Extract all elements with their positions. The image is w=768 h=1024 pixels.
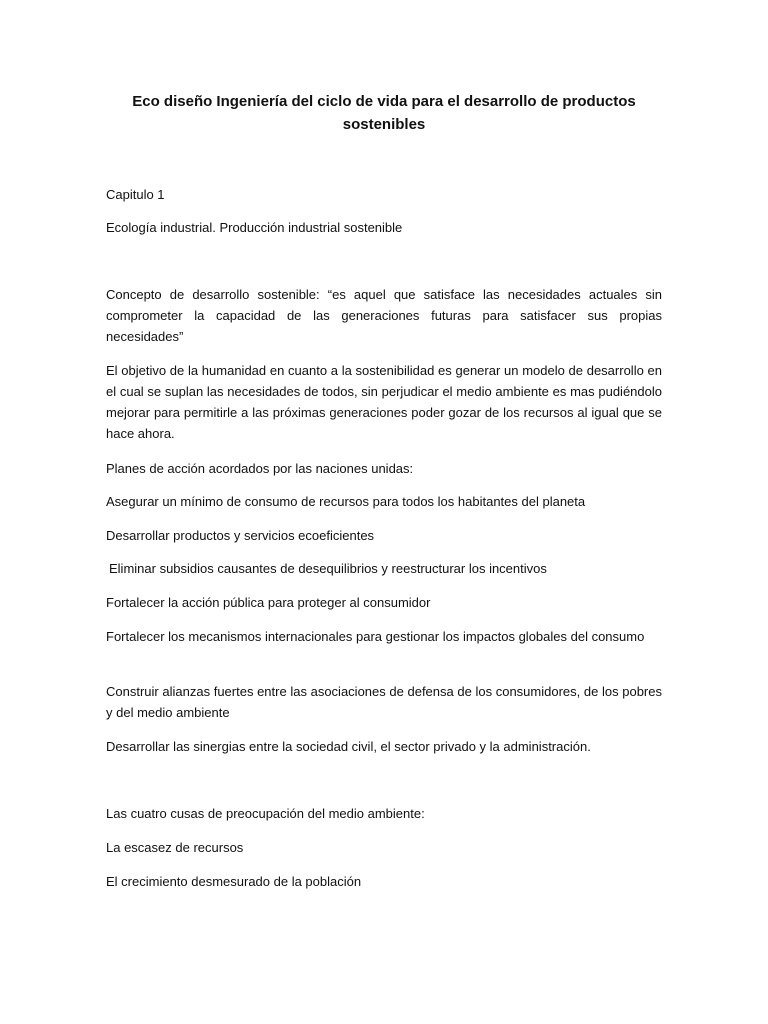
- paragraph-definition: Concepto de desarrollo sostenible: “es aquel que satisface las necesidades actuales sin comprometer la capacidad de las generaciones futuras para satisfacer sus propias necesidades”: [106, 287, 662, 344]
- section-heading: Ecología industrial. Producción industrial sostenible: [106, 220, 403, 235]
- paragraph-objective: El objetivo de la humanidad en cuanto a la sostenibilidad es generar un modelo de desarrollo en el cual se suplan las necesidades de todos, sin perjudicar el medio ambiente es mas pudiéndolo mejorar para permitirle a las próximas generaciones poder gozar de los recursos al igual que se hace ahora.: [106, 363, 662, 441]
- action-plan-item: Fortalecer los mecanismos internacionales para gestionar los impactos globales del consumo: [106, 629, 645, 644]
- action-plans-heading: Planes de acción acordados por las naciones unidas:: [106, 461, 414, 476]
- chapter-heading: Capitulo 1: [106, 187, 165, 202]
- concern-item: La escasez de recursos: [106, 840, 244, 855]
- concern-item: El crecimiento desmesurado de la población: [106, 874, 362, 889]
- action-plan-item: Asegurar un mínimo de consumo de recursos para todos los habitantes del planeta: [106, 494, 586, 509]
- action-plan-item: Fortalecer la acción pública para proteger al consumidor: [106, 595, 431, 610]
- action-plan-item: Eliminar subsidios causantes de desequilibrios y reestructurar los incentivos: [109, 561, 547, 576]
- action-plan-item: Desarrollar productos y servicios ecoeficientes: [106, 528, 375, 543]
- action-plan-item: Construir alianzas fuertes entre las asociaciones de defensa de los consumidores, de los pobres y del medio ambiente: [106, 684, 662, 720]
- document-title: Eco diseño Ingeniería del ciclo de vida para el desarrollo de productos sostenibles: [132, 93, 636, 133]
- action-plan-item: Desarrollar las sinergias entre la sociedad civil, el sector privado y la administración.: [106, 739, 591, 754]
- concerns-heading: Las cuatro cusas de preocupación del medio ambiente:: [106, 806, 425, 821]
